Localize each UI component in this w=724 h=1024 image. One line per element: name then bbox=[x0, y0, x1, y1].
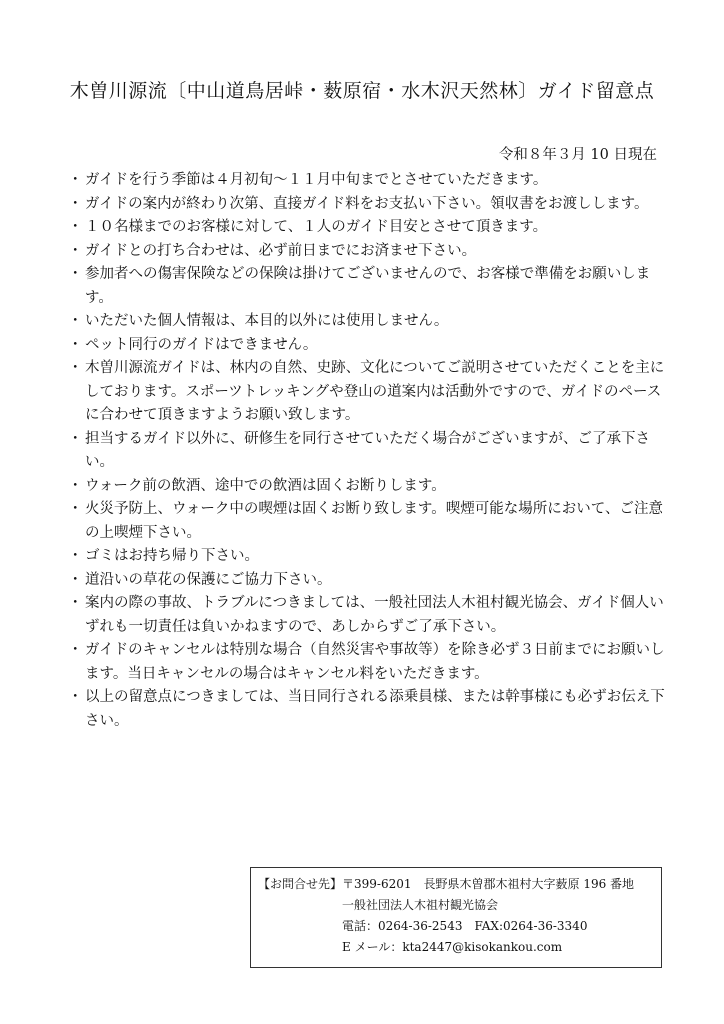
list-item: ・ 以上の留意点につきましては、当日同行される添乗員様、または幹事様にも必ずお伝え下さい。 bbox=[70, 686, 670, 733]
list-item: ・ 火災予防上、ウォーク中の喫煙は固くお断り致します。喫煙可能な場所において、ご注意の上喫煙下さい。 bbox=[70, 498, 670, 545]
contact-first-row bbox=[258, 874, 634, 895]
contact-address: 〒399-6201 長野県木曽郡木祖村大字薮原 196 番地 bbox=[342, 877, 635, 891]
contact-phone: 電話：0264-36-2543 FAX:0264-36-3340 bbox=[342, 919, 588, 933]
list-item: ・ 担当するガイド以外に、研修生を同行させていただく場合がございますが、ご了承下さい。 bbox=[70, 428, 670, 475]
list-item: ・ ペット同行のガイドはできません。 bbox=[70, 334, 670, 358]
list-item: ・ ガイドのキャンセルは特別な場合（自然災害や事故等）を除き必ず３日前までにお願いします。当日キャンセルの場合はキャンセル料をいただきます。 bbox=[70, 639, 670, 686]
notice-list bbox=[70, 169, 670, 733]
list-item: ・ 参加者への傷害保険などの保険は掛けてございませんので、お客様で準備をお願いします。 bbox=[70, 263, 670, 310]
contact-label: 【お問合せ先】 bbox=[258, 877, 343, 891]
list-item: ・ １０名様までのお客様に対して、１人のガイド目安とさせて頂きます。 bbox=[70, 216, 670, 240]
page-title: 木曽川源流〔中山道鳥居峠・薮原宿・水木沢天然林〕ガイド留意点 bbox=[69, 80, 655, 102]
contact-email: E メール：kta2447@kisokankou.com bbox=[342, 940, 563, 954]
list-item: ・ ウォーク前の飲酒、途中での飲酒は固くお断りします。 bbox=[70, 475, 670, 499]
list-item: ・ 道沿いの草花の保護にご協力下さい。 bbox=[70, 569, 670, 593]
list-item: ・ いただいた個人情報は、本目的以外には使用しません。 bbox=[70, 310, 670, 334]
list-item: ・ ゴミはお持ち帰り下さい。 bbox=[70, 545, 670, 569]
date-line: 令和８年３月 10 日現在 bbox=[498, 147, 657, 163]
contact-box bbox=[250, 867, 662, 968]
contact-organization: 一般社団法人木祖村観光協会 bbox=[342, 898, 499, 912]
list-item: ・ ガイドを行う季節は４月初旬～１１月中旬までとさせていただきます。 bbox=[70, 169, 670, 193]
list-item: ・ ガイドとの打ち合わせは、必ず前日までにお済ませ下さい。 bbox=[70, 240, 670, 264]
list-item: ・ ガイドの案内が終わり次第、直接ガイド料をお支払い下さい。領収書をお渡しします。 bbox=[70, 193, 670, 217]
list-item: ・ 木曽川源流ガイドは、林内の自然、史跡、文化についてご説明させていただくことを主にしております。スポーツトレッキングや登山の道案内は活動外ですので、ガイドのペースに合わせて頂きますようお願い致します。 bbox=[70, 357, 670, 428]
list-item: ・ 案内の際の事故、トラブルにつきましては、一般社団法人木祖村観光協会、ガイド個人いずれも一切責任は負いかねますので、あしからずご了承下さい。 bbox=[70, 592, 670, 639]
